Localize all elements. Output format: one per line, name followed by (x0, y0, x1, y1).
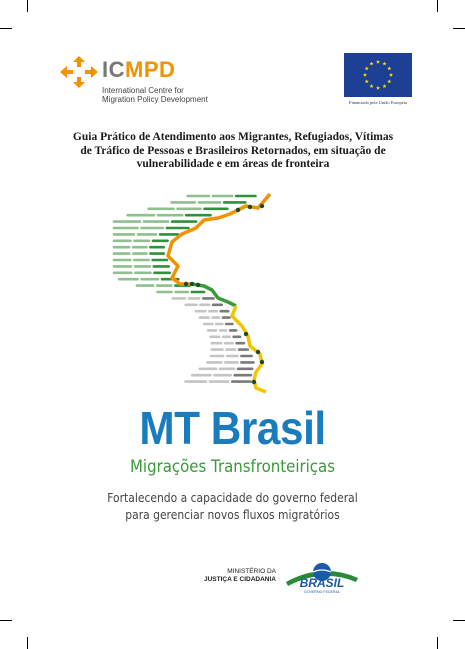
ministry-logo: MINISTÉRIO DA JUSTIÇA E CIDADANIA (204, 568, 276, 583)
icmpd-arrows-icon (60, 56, 98, 88)
crop-mark (437, 637, 438, 649)
crop-mark (437, 0, 438, 12)
brasil-governo-federal-logo (282, 560, 362, 594)
brand-tagline: Fortalecendo a capacidade do governo federal para gerenciar novos fluxos migratórios (107, 490, 358, 522)
brand-title: MT Brasil (139, 402, 326, 454)
crop-mark (453, 28, 465, 29)
document-title: Guia Prático de Atendimento aos Migrantes, Refugiados, Vítimas de Tráfico de Pessoas e Brasileiros Retornados, em situação de vulnerabilidade e em áreas de fronteira (72, 131, 394, 170)
icmpd-wordmark: ICMPD (102, 57, 176, 82)
eu-logo (344, 53, 412, 105)
crop-mark (0, 620, 12, 621)
crop-mark (27, 0, 28, 12)
icmpd-logo (60, 52, 230, 108)
icmpd-subtitle: International Centre for Migration Policy Development (102, 86, 208, 104)
crop-mark (0, 28, 12, 29)
governo-federal-text: GOVERNO FEDERAL (304, 590, 340, 594)
eu-caption: Financiado pela União Europeia (348, 100, 408, 105)
crop-mark (27, 637, 28, 649)
brand-subtitle: Migrações Transfronteiriças (130, 457, 335, 477)
eu-flag-icon (344, 53, 412, 97)
brazil-border-map-graphic (100, 186, 360, 398)
crop-mark (453, 620, 465, 621)
brasil-wordmark: BRASIL (299, 576, 345, 590)
